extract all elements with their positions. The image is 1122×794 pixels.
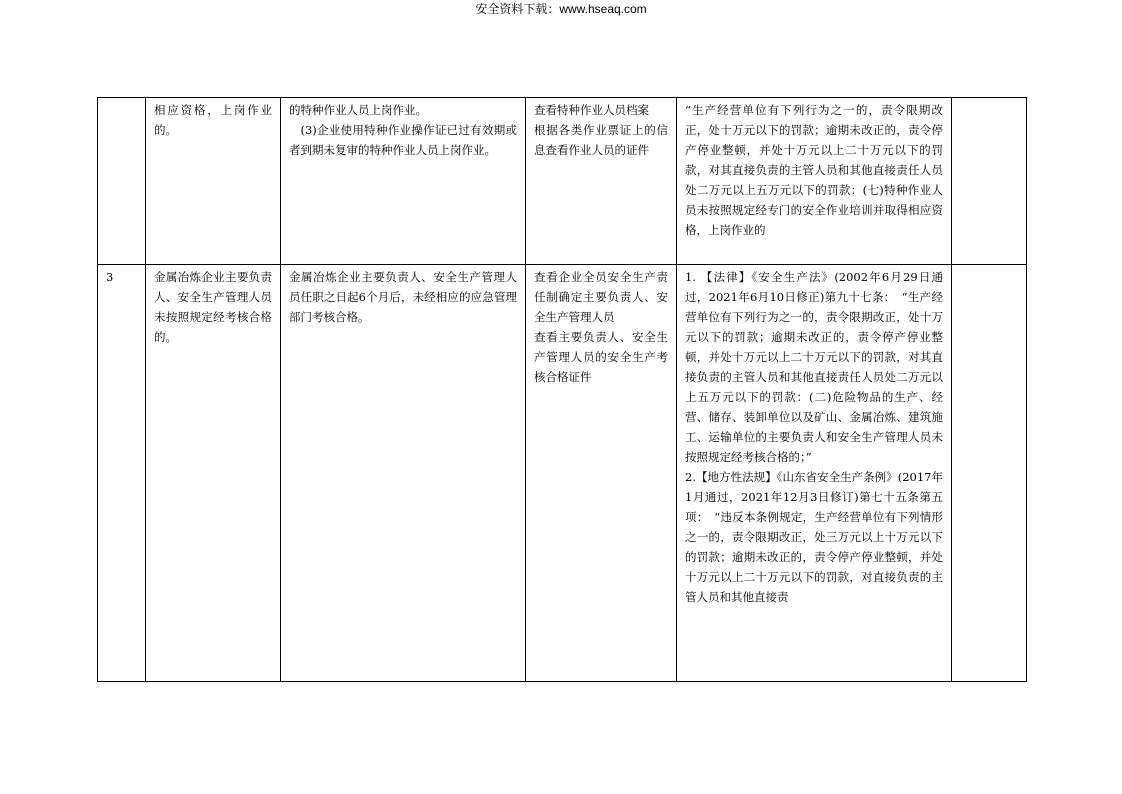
- legal-basis: 1. 【法律】《安全生产法》(2002年6月29日通过，2021年6月10日修正)第九十七条： “生产经营单位有下列行为之一的，责令限期改正，处十万元以下的罚款；逾期未改正的，责令停产停业整顿，并处十万元以上二十万元以下的罚款，对其直接负责的主管人员和其他直接责任人员处二万元以上五万元以下的罚款：(二)危险物品的生产、经营、储存、装卸单位以及矿山、金属冶炼、建筑施工、运输单位的主要负责人和安全生产管理人员未按照规定经考核合格的；” 2.【地方性法规】《山东省安全生产条例》(2017年1月通过，2021年12月3日修订)第七十五条第五项： “违反本条例规定，生产经营单位有下列情形之一的，责令限期改正，处三万元以上十万元以下的罚款；逾期未改正的，责令停产停业整顿，并处十万元以上二十万元以下的罚款，对直接负责的主管人员和其他直接责: [677, 265, 952, 682]
- row-number: 3: [98, 265, 146, 682]
- check-method: 查看特种作业人员档案 根据各类作业票证上的信息查看作业人员的证件: [526, 98, 677, 265]
- legal-basis: “生产经营单位有下列行为之一的，责令限期改正，处十万元以下的罚款；逾期未改正的，责令停产停业整顿，并处十万元以上二十万元以下的罚款，对其直接负责的主管人员和其他直接责任人员处二万元以上五万元以下的罚款：(七)特种作业人员未按照规定经专门的安全作业培训并取得相应资格，上岗作业的: [677, 98, 952, 265]
- table-row: [98, 98, 1027, 265]
- remark: [952, 265, 1027, 682]
- check-item: 相应资格，上岗作业的。: [146, 98, 281, 265]
- row-number: [98, 98, 146, 265]
- check-standard: 的特种作业人员上岗作业。 (3)企业使用特种作业操作证已过有效期或者到期未复审的特种作业人员上岗作业。: [281, 98, 526, 265]
- check-item: 金属冶炼企业主要负责人、安全生产管理人员未按照规定经考核合格的。: [146, 265, 281, 682]
- page-header: 安全资料下载：www.hseaq.com: [475, 2, 647, 16]
- table-row: [98, 265, 1027, 682]
- remark: [952, 98, 1027, 265]
- check-standard: 金属冶炼企业主要负责人、安全生产管理人员任职之日起6个月后，未经相应的应急管理部门考核合格。: [281, 265, 526, 682]
- check-method: 查看企业全员安全生产责任制确定主要负责人、安全生产管理人员 查看主要负责人、安全生产管理人员的安全生产考核合格证件: [526, 265, 677, 682]
- inspection-table: [97, 97, 1027, 682]
